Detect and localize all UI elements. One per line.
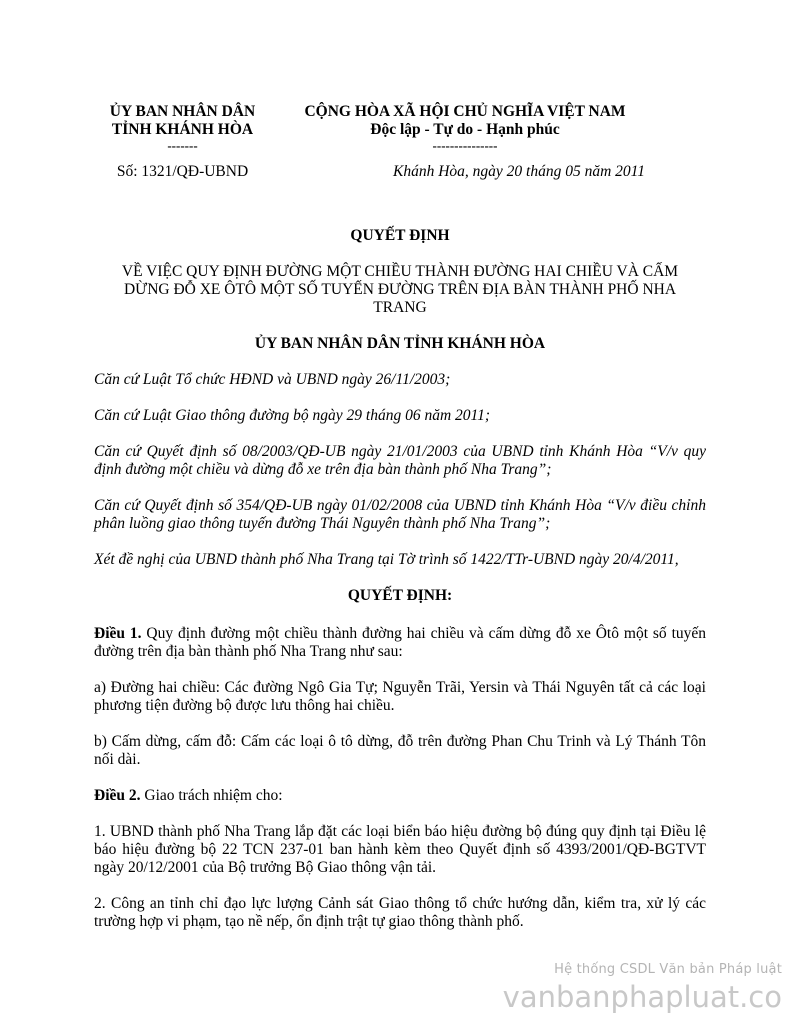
watermark-line-1: Hệ thống CSDL Văn bản Pháp luật	[554, 962, 782, 977]
legal-basis-3: Căn cứ Quyết định số 08/2003/QĐ-UB ngày 21/01/2003 của UBND tỉnh Khánh Hòa “V/v quy định đường một chiều và dừng đỗ xe trên địa bàn thành phố Nha Trang”;	[94, 443, 706, 478]
article-2	[94, 787, 706, 805]
agency-line-2: TỈNH KHÁNH HÒA	[111, 121, 254, 138]
article-1-item-b: b) Cấm dừng, cấm đỗ: Cấm các loại ô tô dừng, đỗ trên đường Phan Chu Trinh và Lý Thánh Tôn nối dài.	[94, 733, 706, 768]
decides-heading: QUYẾT ĐỊNH:	[347, 587, 453, 604]
article-1	[94, 625, 706, 661]
document-title: QUYẾT ĐỊNH	[350, 227, 450, 244]
legal-basis-2: Căn cứ Luật Giao thông đường bộ ngày 29 tháng 06 năm 2011;	[94, 407, 491, 424]
issue-date: Khánh Hòa, ngày 20 tháng 05 năm 2011	[392, 163, 645, 180]
document-number: Số: 1321/QĐ-UBND	[116, 163, 249, 180]
agency-line-1: ỦY BAN NHÂN DÂN	[109, 103, 256, 120]
legal-basis-5: Xét đề nghị của UBND thành phố Nha Trang tại Tờ trình số 1422/TTr-UBND ngày 20/4/2011,	[94, 551, 679, 568]
issuing-agency-block	[80, 103, 285, 153]
issuing-authority: ỦY BAN NHÂN DÂN TỈNH KHÁNH HÒA	[254, 335, 546, 352]
article-2-item-2: 2. Công an tỉnh chỉ đạo lực lượng Cảnh sát Giao thông tổ chức hướng dẫn, kiểm tra, xử lý các trường hợp vi phạm, tạo nề nếp, ổn định trật tự giao thông thành phố.	[94, 895, 706, 930]
legal-basis-4: Căn cứ Quyết định số 354/QĐ-UB ngày 01/02/2008 của UBND tỉnh Khánh Hòa “V/v điều chỉnh phân luồng giao thông tuyến đường Thái Nguyên thành phố Nha Trang”;	[94, 497, 706, 532]
article-1-label: Điều 1.	[94, 625, 142, 642]
document-subject: VỀ VIỆC QUY ĐỊNH ĐƯỜNG MỘT CHIỀU THÀNH ĐƯỜNG HAI CHIỀU VÀ CẤM DỪNG ĐỖ XE ÔTÔ MỘT SỐ TUYẾN ĐƯỜNG TRÊN ĐỊA BÀN THÀNH PHỐ NHA TRANG	[121, 263, 679, 316]
country-name: CỘNG HÒA XÃ HỘI CHỦ NGHĨA VIỆT NAM	[304, 103, 626, 120]
national-heading-block	[285, 103, 645, 153]
article-2-label: Điều 2.	[94, 787, 141, 804]
legal-basis-1: Căn cứ Luật Tổ chức HĐND và UBND ngày 26/11/2003;	[94, 371, 451, 388]
article-1-item-a: a) Đường hai chiều: Các đường Ngô Gia Tự; Nguyễn Trãi, Yersin và Thái Nguyên tất cả các loại phương tiện đường bộ được lưu thông hai chiều.	[94, 679, 706, 714]
document-body	[94, 371, 706, 949]
article-2-item-1: 1. UBND thành phố Nha Trang lắp đặt các loại biển báo hiệu đường bộ đúng quy định tại Điều lệ báo hiệu đường bộ 22 TCN 237-01 ban hành kèm theo Quyết định số 4393/2001/QĐ-BGTVT ngày 20/12/2001 của Bộ trưởng Bộ Giao thông vận tải.	[94, 823, 706, 876]
motto-divider: ---------------	[432, 138, 498, 153]
watermark-site: vanbanphapluat.co	[502, 980, 782, 1014]
article-1-text: Quy định đường một chiều thành đường hai chiều và cấm dừng đỗ xe Ôtô một số tuyến đường trên địa bàn thành phố Nha Trang như sau:	[94, 625, 707, 660]
national-motto: Độc lập - Tự do - Hạnh phúc	[370, 121, 560, 138]
article-2-text: Giao trách nhiệm cho:	[140, 787, 283, 804]
watermark	[503, 962, 782, 1015]
agency-divider: -------	[167, 138, 198, 153]
